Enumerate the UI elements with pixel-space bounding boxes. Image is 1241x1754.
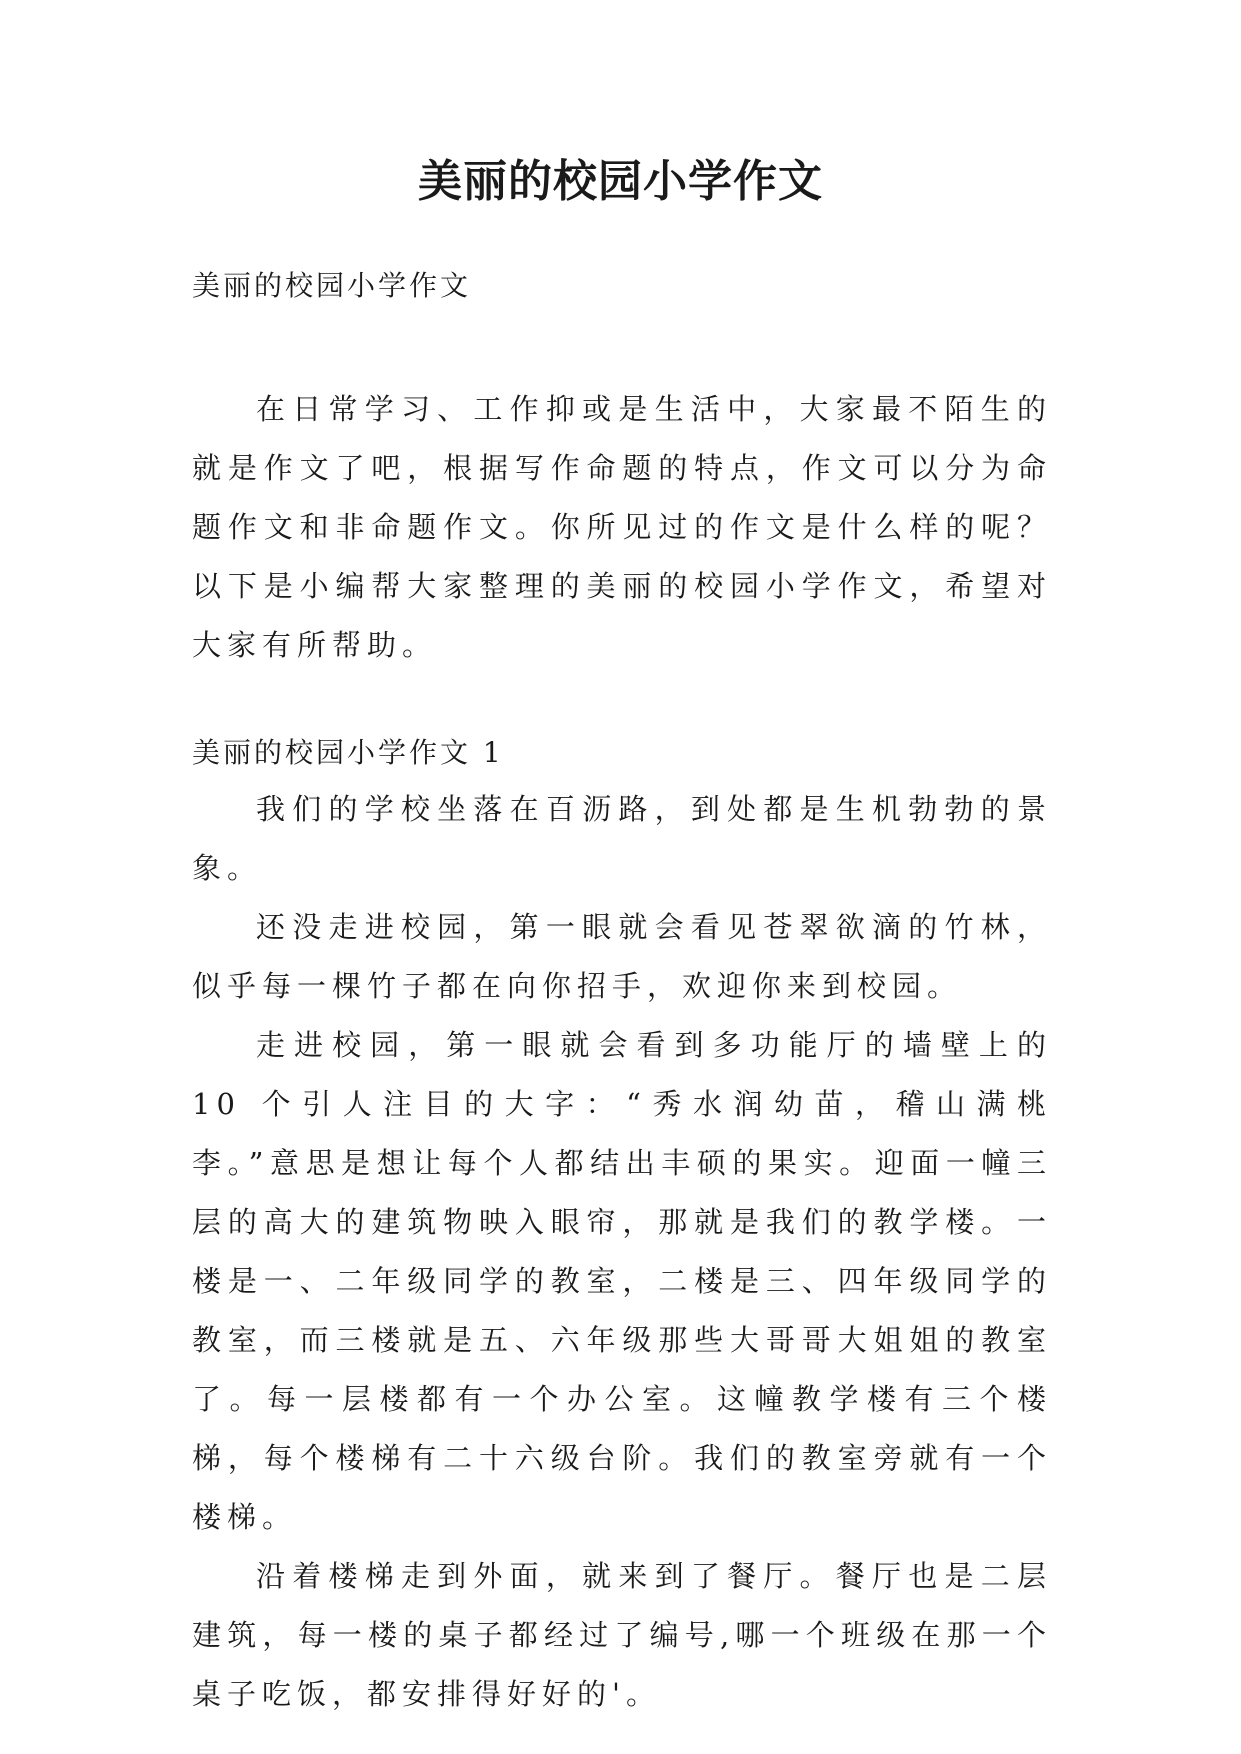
section-heading: 美丽的校园小学作文 1: [192, 736, 504, 769]
document-body: [192, 262, 1052, 1724]
document-subtitle: 美丽的校园小学作文: [192, 269, 472, 302]
body-paragraph: 我们的学校坐落在百沥路，到处都是生机勃勃的景象。: [192, 792, 1052, 885]
intro-paragraph: 在日常学习、工作抑或是生活中，大家最不陌生的就是作文了吧，根据写作命题的特点，作文可以分为命题作文和非命题作文。你所见过的作文是什么样的呢？以下是小编帮大家整理的美丽的校园小学作文，希望对大家有所帮助。: [192, 392, 1052, 662]
body-paragraph: 还没走进校园，第一眼就会看见苍翠欲滴的竹林，似乎每一棵竹子都在向你招手，欢迎你来到校园。: [192, 910, 1052, 1003]
body-paragraph: 沿着楼梯走到外面，就来到了餐厅。餐厅也是二层建筑，每一楼的桌子都经过了编号,哪一个班级在那一个桌子吃饭，都安排得好好的'。: [192, 1559, 1052, 1711]
body-paragraph: 走进校园，第一眼就会看到多功能厅的墙壁上的 10 个引人注目的大字：“秀水润幼苗，稽山满桃李。”意思是想让每个人都结出丰硕的果实。迎面一幢三层的高大的建筑物映入眼帘，那就是我们的教学楼。一楼是一、二年级同学的教室，二楼是三、四年级同学的教室，而三楼就是五、六年级那些大哥哥大姐姐的教室了。每一层楼都有一个办公室。这幢教学楼有三个楼梯，每个楼梯有二十六级台阶。我们的教室旁就有一个楼梯。: [192, 1028, 1052, 1534]
document-title: 美丽的校园小学作文: [418, 156, 823, 207]
